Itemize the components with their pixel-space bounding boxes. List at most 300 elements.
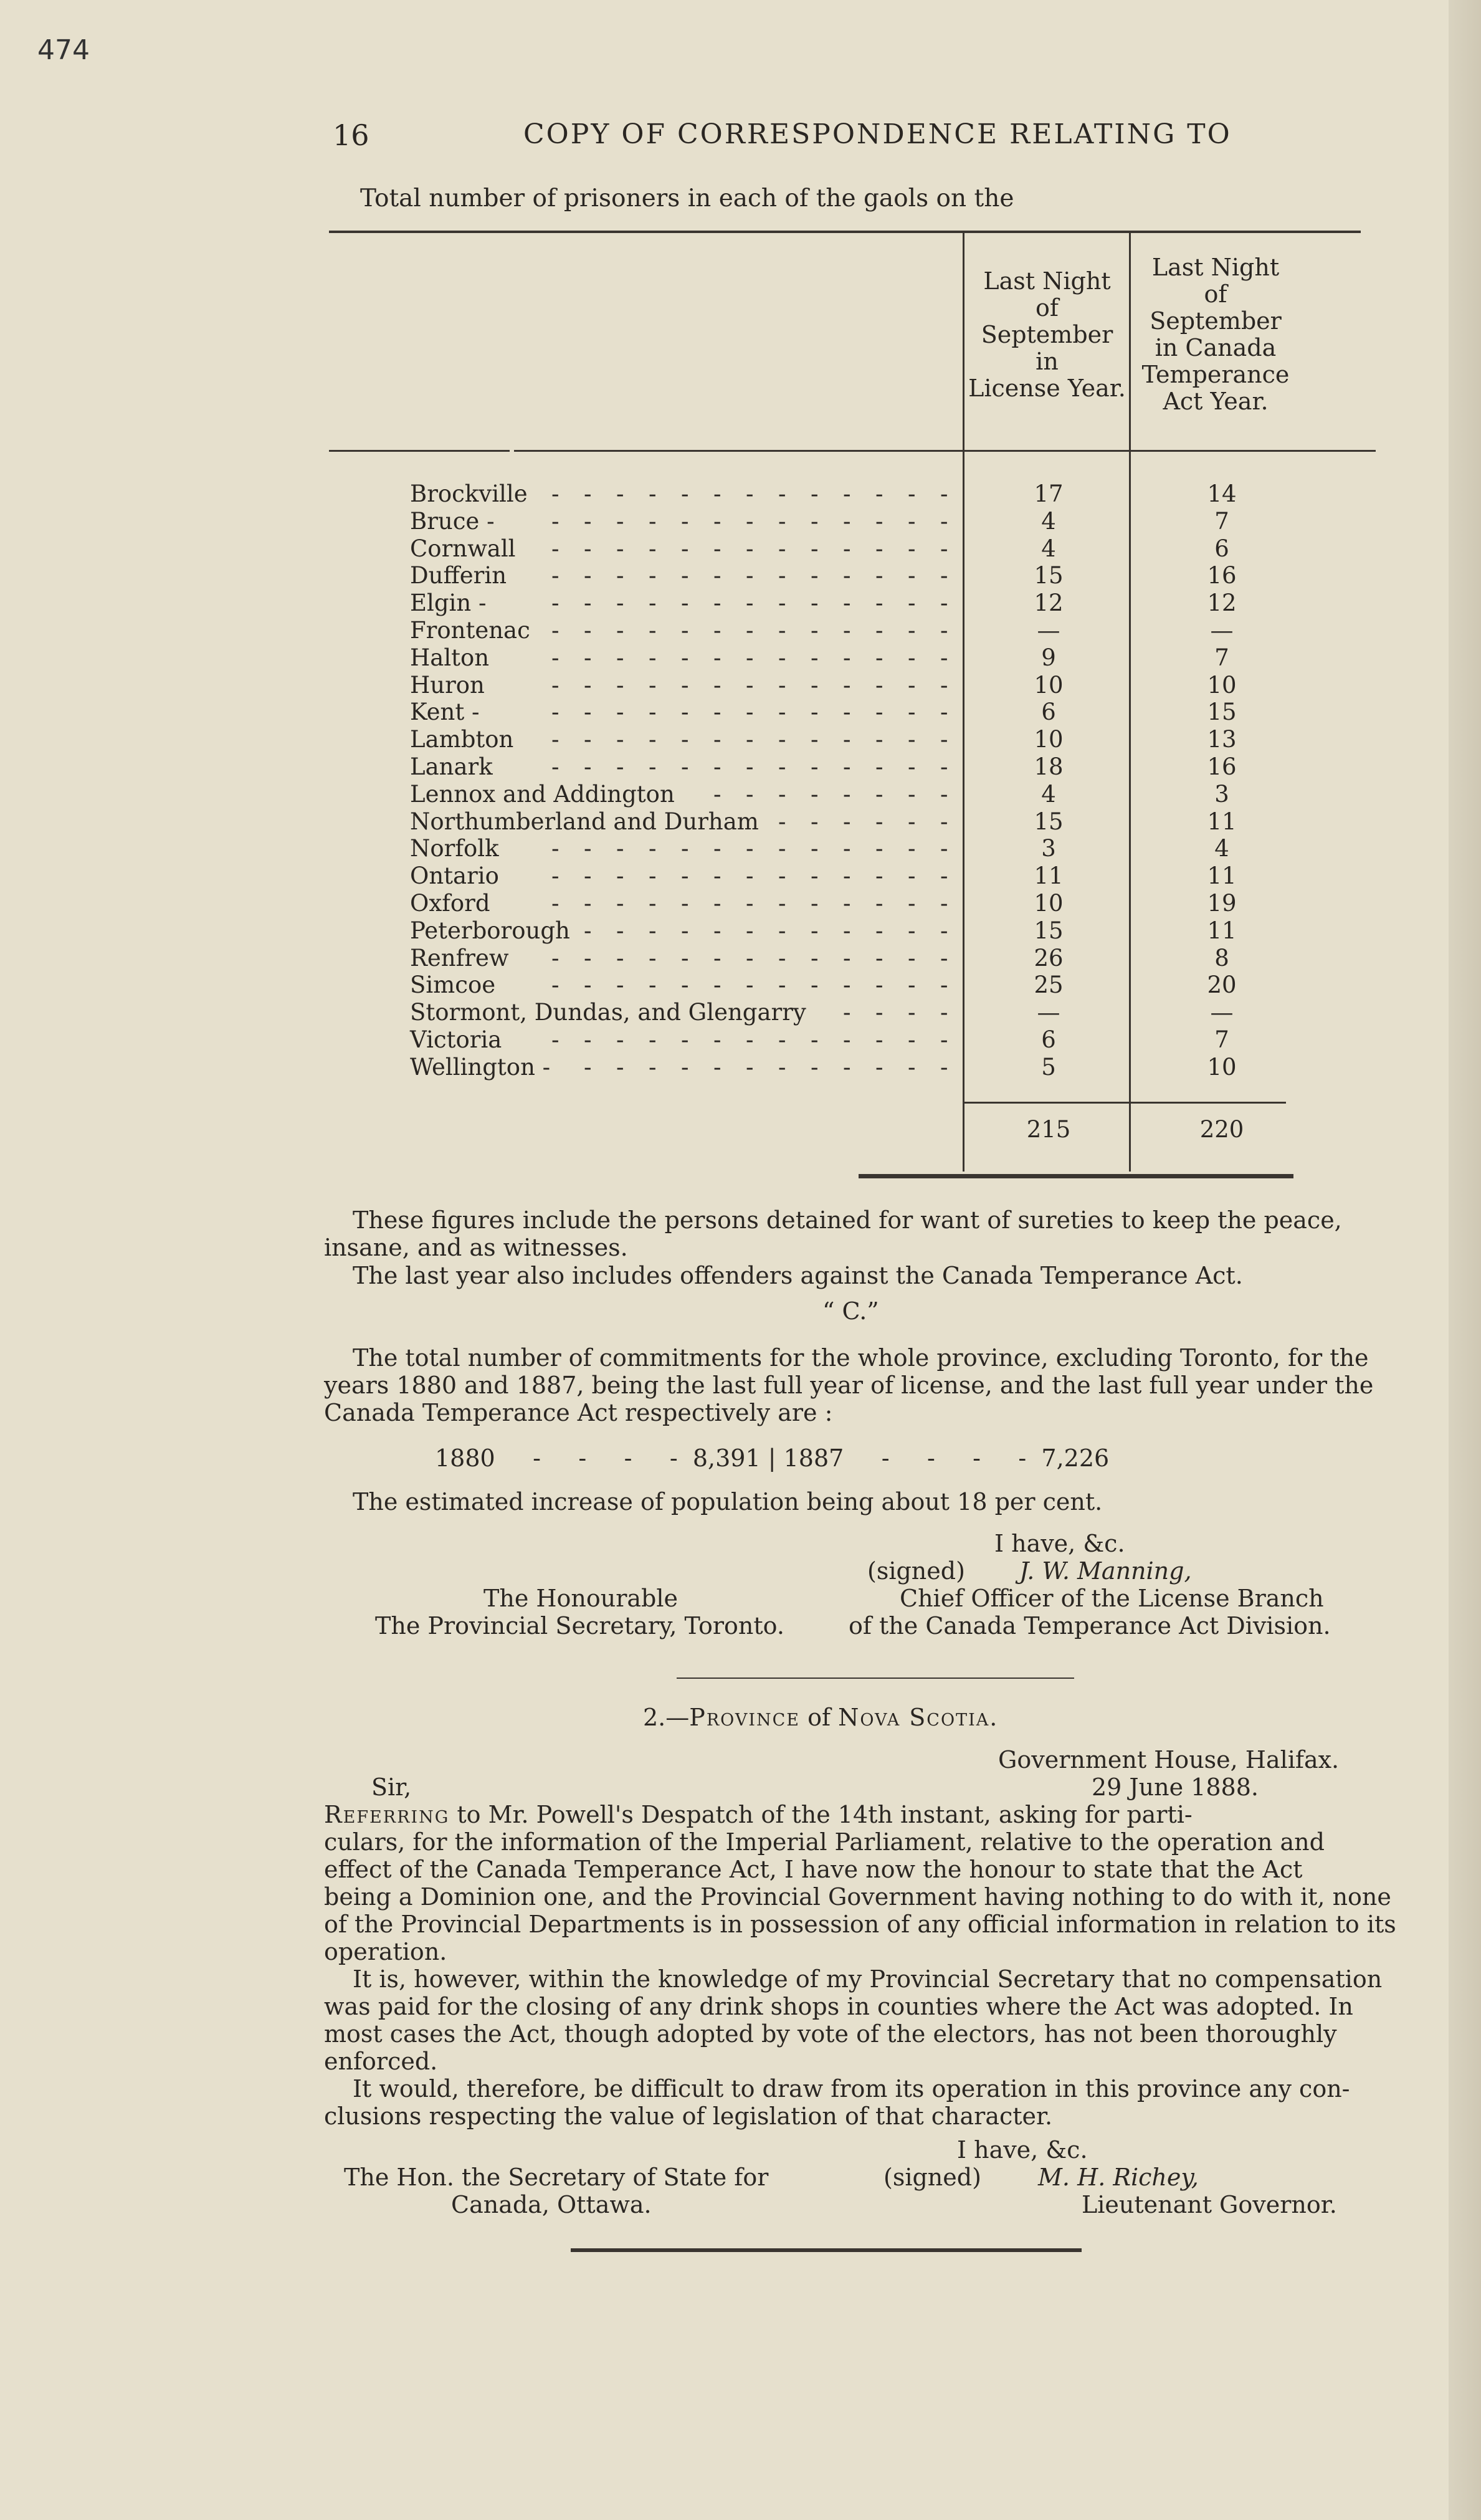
- letter2-line: clusions respecting the value of legislation of that character.: [324, 2102, 1053, 2130]
- leader-dash: -: [940, 589, 948, 616]
- note-line: Canada Temperance Act respectively are :: [324, 1399, 833, 1426]
- row-cta-value: 11: [1207, 862, 1237, 889]
- leader-dash: -: [843, 480, 851, 507]
- leader-dash: -: [940, 808, 948, 835]
- row-gaol-name: Oxford: [410, 890, 490, 917]
- leader-dash: -: [811, 535, 819, 562]
- leader-dash: -: [908, 535, 916, 562]
- leader-dash: -: [811, 835, 819, 862]
- leader-dash: -: [616, 589, 624, 616]
- col2-header-line: of: [1204, 280, 1227, 308]
- leader-dash: -: [940, 562, 948, 589]
- row-gaol-name: Peterborough: [410, 917, 570, 944]
- note-line: The estimated increase of population being about 18 per cent.: [353, 1488, 1103, 1515]
- leader-dash: -: [713, 862, 721, 889]
- leader-dash: -: [843, 617, 851, 644]
- letter1-addressee: The Honourable: [483, 1585, 679, 1612]
- row-cta-value: 10: [1207, 1054, 1237, 1081]
- row-cta-value: 20: [1207, 971, 1237, 998]
- leader-dash: -: [843, 562, 851, 589]
- leader-dashes: - - - -: [495, 1444, 693, 1472]
- leader-dash: -: [649, 890, 657, 917]
- letter2-line: of the Provincial Departments is in possession of any official information in relation to its: [324, 1911, 1396, 1938]
- table-bottom-rule: [859, 1174, 1293, 1178]
- line-text: to Mr. Powell's Despatch of the 14th instant, asking for parti-: [457, 1801, 1193, 1828]
- leader-dash: -: [713, 835, 721, 862]
- commitments-line: [435, 1444, 1109, 1472]
- leader-dash: -: [908, 999, 916, 1026]
- row-gaol-name: Lambton: [410, 726, 514, 753]
- col2-header: [1131, 254, 1300, 415]
- row-cta-value: 12: [1207, 589, 1237, 616]
- leader-dash: -: [746, 562, 754, 589]
- leader-dash: -: [746, 589, 754, 616]
- letter2-addressee: The Hon. the Secretary of State for: [344, 2164, 769, 2191]
- table-caption: Total number of prisoners in each of the gaols on the: [360, 184, 1014, 212]
- leader-dash: -: [616, 835, 624, 862]
- leader-dash: -: [681, 617, 689, 644]
- row-gaol-name: Victoria: [410, 1026, 502, 1053]
- leader-dash: -: [713, 781, 721, 808]
- leader-dash: -: [681, 1054, 689, 1081]
- letter1-addressee: The Provincial Secretary, Toronto.: [375, 1612, 784, 1639]
- leader-dash: -: [746, 617, 754, 644]
- row-cta-value: —: [1210, 617, 1234, 644]
- leader-dash: -: [843, 508, 851, 535]
- leader-dash: -: [551, 480, 560, 507]
- heading-nova-scotia: Nova Scotia: [838, 1704, 990, 1731]
- leader-dash: -: [875, 644, 883, 671]
- section2-heading: [643, 1704, 997, 1731]
- leader-dash: -: [940, 535, 948, 562]
- row-gaol-name: Huron: [410, 672, 485, 699]
- row-cta-value: 16: [1207, 753, 1237, 780]
- row-gaol-name: Dufferin: [410, 562, 507, 589]
- leader-dash: -: [681, 862, 689, 889]
- leader-dash: -: [713, 617, 721, 644]
- leader-dash: -: [616, 644, 624, 671]
- leader-dash: -: [778, 808, 786, 835]
- leader-dash: -: [681, 480, 689, 507]
- leader-dash: -: [681, 589, 689, 616]
- leader-dash: -: [778, 1026, 786, 1053]
- leader-dash: -: [649, 1054, 657, 1081]
- leader-dash: -: [584, 1054, 592, 1081]
- leader-dash: -: [746, 835, 754, 862]
- row-license-value: 17: [1034, 480, 1064, 507]
- leader-dash: -: [811, 808, 819, 835]
- leader-dash: -: [681, 644, 689, 671]
- note-line: years 1880 and 1887, being the last full year of license, and the last full year under the: [324, 1372, 1374, 1399]
- col1-header-line: in: [1036, 348, 1059, 375]
- row-license-value: 4: [1041, 508, 1056, 535]
- leader-dash: -: [811, 1026, 819, 1053]
- leader-dash: -: [746, 971, 754, 998]
- leader-dash: -: [778, 726, 786, 753]
- scan-page-number: 474: [37, 34, 90, 66]
- row-cta-value: 3: [1214, 781, 1229, 808]
- leader-dash: -: [778, 699, 786, 725]
- year-1887: 1887: [783, 1444, 844, 1472]
- leader-dash: -: [616, 971, 624, 998]
- leader-dash: -: [584, 835, 592, 862]
- leader-dash: -: [811, 971, 819, 998]
- leader-dash: -: [649, 535, 657, 562]
- leader-dash: -: [551, 726, 560, 753]
- row-license-value: 26: [1034, 945, 1064, 971]
- letter2-addressee: Canada, Ottawa.: [451, 2191, 652, 2218]
- row-cta-value: 7: [1214, 508, 1229, 535]
- col2-header-line: Last Night: [1151, 254, 1280, 281]
- leader-dash: -: [649, 672, 657, 699]
- leader-dash: -: [746, 644, 754, 671]
- leader-dash: -: [940, 1054, 948, 1081]
- leader-dash: -: [681, 945, 689, 971]
- leader-dash: -: [908, 726, 916, 753]
- letter2-line: was paid for the closing of any drink shops in counties where the Act was adopted. In: [324, 1993, 1353, 2020]
- row-cta-value: 7: [1214, 644, 1229, 671]
- leader-dash: -: [875, 753, 883, 780]
- leader-dash: -: [875, 971, 883, 998]
- leader-dash: -: [713, 753, 721, 780]
- row-license-value: —: [1037, 617, 1060, 644]
- row-license-value: 18: [1034, 753, 1064, 780]
- leader-dash: -: [811, 753, 819, 780]
- row-gaol-name: Bruce -: [410, 508, 495, 535]
- value-1880: 8,391: [692, 1444, 761, 1472]
- leader-dash: -: [875, 945, 883, 971]
- leader-dash: -: [746, 862, 754, 889]
- col1-header-line: September: [981, 321, 1113, 348]
- row-gaol-name: Wellington -: [410, 1054, 551, 1081]
- leader-dash: -: [746, 480, 754, 507]
- leader-dash: -: [875, 726, 883, 753]
- leader-dash: -: [778, 781, 786, 808]
- leader-dash: -: [713, 589, 721, 616]
- leader-dash: -: [778, 971, 786, 998]
- leader-dash: -: [616, 562, 624, 589]
- leader-dash: -: [908, 890, 916, 917]
- row-license-value: 6: [1041, 1026, 1056, 1053]
- leader-dash: -: [875, 808, 883, 835]
- total-cta: 220: [1199, 1116, 1244, 1143]
- leader-dash: -: [551, 644, 560, 671]
- leader-dash: -: [875, 672, 883, 699]
- letter1-title: Chief Officer of the License Branch: [900, 1585, 1324, 1612]
- letter1-title: of the Canada Temperance Act Division.: [849, 1612, 1331, 1639]
- letter2-salutation: Sir,: [371, 1773, 412, 1801]
- row-license-value: 25: [1034, 971, 1064, 998]
- row-cta-value: 16: [1207, 562, 1237, 589]
- row-license-value: 3: [1041, 835, 1056, 862]
- leader-dash: -: [843, 917, 851, 944]
- leader-dash: -: [778, 672, 786, 699]
- leader-dash: -: [681, 917, 689, 944]
- heading-end: .: [989, 1704, 998, 1731]
- leader-dash: -: [843, 945, 851, 971]
- row-gaol-name: Kent -: [410, 699, 480, 725]
- leader-dash: -: [811, 562, 819, 589]
- col2-header-line: September: [1150, 307, 1282, 335]
- leader-dash: -: [616, 699, 624, 725]
- leader-dash: -: [778, 617, 786, 644]
- leader-dash: -: [908, 917, 916, 944]
- leader-dash: -: [940, 890, 948, 917]
- note-line: These figures include the persons detained for want of sureties to keep the peace,: [353, 1206, 1342, 1234]
- letter2-address: Government House, Halifax.: [998, 1746, 1340, 1773]
- leader-dash: -: [908, 753, 916, 780]
- leader-dash: -: [843, 862, 851, 889]
- leader-dash: -: [584, 890, 592, 917]
- leader-dashes: - - - -: [844, 1444, 1042, 1472]
- separator: |: [760, 1444, 784, 1472]
- leader-dash: -: [940, 835, 948, 862]
- leader-dash: -: [940, 917, 948, 944]
- row-license-value: 12: [1034, 589, 1064, 616]
- leader-dash: -: [908, 644, 916, 671]
- note-line: insane, and as witnesses.: [324, 1234, 628, 1261]
- leader-dash: -: [843, 589, 851, 616]
- leader-dash: -: [778, 1054, 786, 1081]
- leader-dash: -: [584, 617, 592, 644]
- leader-dash: -: [746, 535, 754, 562]
- leader-dash: -: [940, 999, 948, 1026]
- letter2-line: It is, however, within the knowledge of my Provincial Secretary that no compensation: [353, 1965, 1383, 1993]
- leader-dash: -: [681, 699, 689, 725]
- leader-dash: -: [551, 672, 560, 699]
- leader-dash: -: [843, 535, 851, 562]
- row-license-value: 4: [1041, 781, 1056, 808]
- col1-header: [964, 268, 1130, 402]
- leader-dash: -: [551, 589, 560, 616]
- row-cta-value: —: [1210, 999, 1234, 1026]
- leader-dash: -: [811, 480, 819, 507]
- leader-dash: -: [811, 644, 819, 671]
- leader-dash: -: [843, 835, 851, 862]
- letter2-date: 29 June 1888.: [1092, 1773, 1259, 1801]
- table-header-rule-right: [514, 450, 1376, 452]
- leader-dash: -: [875, 1054, 883, 1081]
- leader-dash: -: [811, 890, 819, 917]
- page-number: 16: [333, 118, 369, 152]
- leader-dash: -: [875, 480, 883, 507]
- letter2-line: most cases the Act, though adopted by vote of the electors, has not been thoroughly: [324, 2020, 1337, 2048]
- leader-dash: -: [616, 945, 624, 971]
- leader-dash: -: [551, 699, 560, 725]
- row-gaol-name: Northumberland and Durham: [410, 808, 759, 835]
- leader-dash: -: [713, 508, 721, 535]
- letter2-closing: I have, &c.: [957, 2136, 1088, 2164]
- leader-dash: -: [584, 917, 592, 944]
- note-line: The last year also includes offenders against the Canada Temperance Act.: [353, 1262, 1243, 1289]
- leader-dash: -: [649, 699, 657, 725]
- row-license-value: —: [1037, 999, 1060, 1026]
- col2-header-line: Temperance: [1141, 361, 1290, 388]
- row-cta-value: 7: [1214, 1026, 1229, 1053]
- leader-dash: -: [843, 971, 851, 998]
- leader-dash: -: [875, 589, 883, 616]
- leader-dash: -: [778, 480, 786, 507]
- leader-dash: -: [875, 699, 883, 725]
- leader-dash: -: [681, 562, 689, 589]
- leader-dash: -: [713, 672, 721, 699]
- leader-dash: -: [746, 726, 754, 753]
- leader-dash: -: [649, 753, 657, 780]
- leader-dash: -: [616, 890, 624, 917]
- row-license-value: 10: [1034, 672, 1064, 699]
- leader-dash: -: [908, 1054, 916, 1081]
- leader-dash: -: [584, 945, 592, 971]
- letter2-line: being a Dominion one, and the Provincial Government having nothing to do with it, none: [324, 1883, 1391, 1911]
- leader-dash: -: [616, 535, 624, 562]
- leader-dash: -: [843, 699, 851, 725]
- leader-dash: -: [713, 917, 721, 944]
- leader-dash: -: [778, 945, 786, 971]
- section-c-heading: “ C.”: [822, 1297, 879, 1325]
- row-gaol-name: Brockville: [410, 480, 528, 507]
- leader-dash: -: [843, 1026, 851, 1053]
- letter2-line: effect of the Canada Temperance Act, I have now the honour to state that the Act: [324, 1856, 1303, 1883]
- leader-dash: -: [713, 1054, 721, 1081]
- row-license-value: 15: [1034, 808, 1064, 835]
- leader-dash: -: [746, 672, 754, 699]
- leader-dash: -: [811, 917, 819, 944]
- leader-dash: -: [940, 1026, 948, 1053]
- leader-dash: -: [584, 562, 592, 589]
- leader-dash: -: [616, 753, 624, 780]
- leader-dash: -: [649, 480, 657, 507]
- col2-header-line: in Canada: [1155, 334, 1277, 361]
- leader-dash: -: [940, 508, 948, 535]
- letter2-line: [324, 1801, 1193, 1828]
- leader-dash: -: [746, 508, 754, 535]
- end-rule: [571, 2248, 1082, 2252]
- letter2-line: enforced.: [324, 2048, 438, 2075]
- row-gaol-name: Halton: [410, 644, 490, 671]
- leader-dash: -: [649, 644, 657, 671]
- col1-header-line: Last Night: [983, 267, 1111, 295]
- leader-dash: -: [778, 508, 786, 535]
- leader-dash: -: [584, 672, 592, 699]
- leader-dash: -: [713, 699, 721, 725]
- row-gaol-name: Simcoe: [410, 971, 496, 998]
- leader-dash: -: [649, 726, 657, 753]
- row-gaol-name: Stormont, Dundas, and Glengarry: [410, 999, 806, 1026]
- col2-header-line: Act Year.: [1163, 388, 1269, 415]
- leader-dash: -: [649, 617, 657, 644]
- leader-dash: -: [713, 1026, 721, 1053]
- leader-dash: -: [713, 890, 721, 917]
- leader-dash: -: [908, 699, 916, 725]
- row-cta-value: 4: [1214, 835, 1229, 862]
- leader-dash: -: [908, 971, 916, 998]
- leader-dash: -: [746, 945, 754, 971]
- leader-dash: -: [584, 480, 592, 507]
- heading-number: 2.—: [643, 1704, 690, 1731]
- leader-dash: -: [713, 535, 721, 562]
- row-license-value: 4: [1041, 535, 1056, 562]
- leader-dash: -: [649, 835, 657, 862]
- leader-dash: -: [908, 672, 916, 699]
- leader-dash: -: [713, 971, 721, 998]
- leader-dash: -: [551, 945, 560, 971]
- leader-dash: -: [778, 835, 786, 862]
- col1-header-line: of: [1036, 294, 1059, 322]
- leader-dash: -: [778, 589, 786, 616]
- row-gaol-name: Lennox and Addington: [410, 781, 675, 808]
- leader-dash: -: [908, 589, 916, 616]
- leader-dash: -: [843, 726, 851, 753]
- leader-dash: -: [875, 562, 883, 589]
- leader-dash: -: [908, 781, 916, 808]
- leader-dash: -: [649, 917, 657, 944]
- leader-dash: -: [681, 753, 689, 780]
- leader-dash: -: [681, 508, 689, 535]
- leader-dash: -: [746, 1054, 754, 1081]
- leader-dash: -: [843, 781, 851, 808]
- leader-dash: -: [843, 808, 851, 835]
- leader-dash: -: [908, 835, 916, 862]
- leader-dash: -: [811, 862, 819, 889]
- leader-dash: -: [746, 753, 754, 780]
- leader-dash: -: [940, 753, 948, 780]
- row-gaol-name: Renfrew: [410, 945, 509, 971]
- leader-dash: -: [875, 862, 883, 889]
- row-license-value: 11: [1034, 862, 1064, 889]
- leader-dash: -: [584, 699, 592, 725]
- leader-dash: -: [875, 535, 883, 562]
- leader-dash: -: [940, 781, 948, 808]
- leader-dash: -: [713, 644, 721, 671]
- section-divider: [677, 1678, 1074, 1679]
- row-gaol-name: Frontenac: [410, 617, 530, 644]
- leader-dash: -: [713, 945, 721, 971]
- value-1887: 7,226: [1041, 1444, 1110, 1472]
- table-top-rule: [329, 231, 1361, 233]
- leader-dash: -: [908, 617, 916, 644]
- leader-dash: -: [616, 672, 624, 699]
- leader-dash: -: [649, 562, 657, 589]
- leader-dash: -: [875, 835, 883, 862]
- leader-dash: -: [746, 781, 754, 808]
- letter2-title: Lieutenant Governor.: [1082, 2191, 1337, 2218]
- leader-dash: -: [811, 617, 819, 644]
- leader-dash: -: [551, 508, 560, 535]
- leader-dash: -: [551, 753, 560, 780]
- leader-dash: -: [584, 508, 592, 535]
- leader-dash: -: [908, 808, 916, 835]
- letter1-closing: I have, &c.: [994, 1530, 1125, 1557]
- table-header-rule-left: [329, 450, 510, 452]
- leader-dash: -: [584, 971, 592, 998]
- leader-dash: -: [940, 672, 948, 699]
- leader-dash: -: [616, 480, 624, 507]
- leader-dash: -: [908, 945, 916, 971]
- leader-dash: -: [811, 1054, 819, 1081]
- row-cta-value: 15: [1207, 699, 1237, 725]
- leader-dash: -: [908, 562, 916, 589]
- leader-dash: -: [551, 835, 560, 862]
- leader-dash: -: [875, 1026, 883, 1053]
- leader-dash: -: [843, 644, 851, 671]
- row-cta-value: 13: [1207, 726, 1237, 753]
- leader-dash: -: [681, 835, 689, 862]
- lead-word: Referring: [324, 1801, 450, 1828]
- leader-dash: -: [875, 781, 883, 808]
- leader-dash: -: [811, 589, 819, 616]
- leader-dash: -: [940, 644, 948, 671]
- leader-dash: -: [778, 753, 786, 780]
